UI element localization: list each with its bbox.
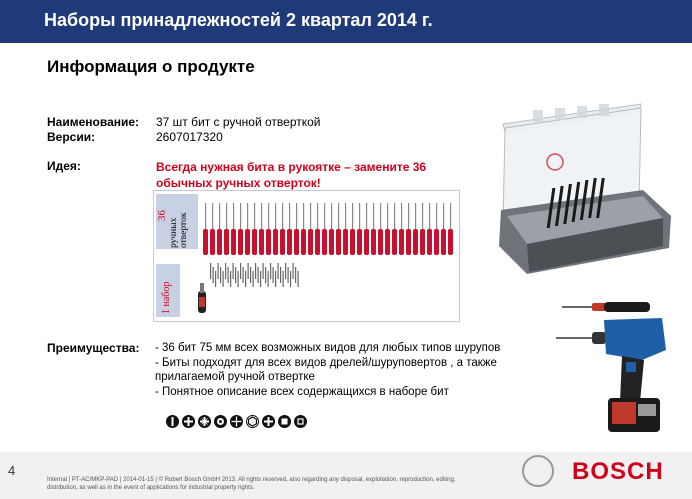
square-icon bbox=[278, 415, 291, 428]
version-value: 2607017320 bbox=[156, 130, 223, 144]
bit-set-image bbox=[194, 261, 304, 316]
bosch-armature-icon bbox=[522, 455, 554, 487]
benefit-item: - Биты подходят для всех видов дрелей/шуруповертов , а также прилагаемой ручной отвертке bbox=[155, 356, 497, 383]
idea-label: Идея: bbox=[47, 159, 81, 173]
benefit-item: - 36 бит 75 мм всех возможных видов для любых типов шурупов bbox=[155, 342, 501, 354]
hex-icon bbox=[246, 415, 259, 428]
bosch-logo: BOSCH bbox=[572, 458, 664, 485]
bit-type-icons bbox=[166, 415, 307, 428]
set-count-tag bbox=[156, 264, 180, 317]
drill-image bbox=[552, 290, 677, 450]
pozidriv-icon bbox=[198, 415, 211, 428]
section-title: Информация о продукте bbox=[47, 57, 255, 76]
bit-case-image bbox=[493, 98, 675, 280]
idea-value: Всегда нужная бита в рукоятке – замените 36 обычных ручных отверток! bbox=[156, 160, 427, 190]
slot-icon bbox=[166, 415, 179, 428]
slide-header bbox=[0, 0, 692, 43]
version-label: Версии: bbox=[47, 130, 96, 144]
phillips-icon bbox=[262, 415, 275, 428]
legal-notice: Internal | PT-AC/MKP-PAD | 2014-01-15 | © Robert Bosch GmbH 2013. All rights reserved, also regarding any disposal, exploitation, reproduction, editing, distribution, as well as in the event of applications for industrial property rights. bbox=[47, 477, 456, 491]
name-label: Наименование: bbox=[47, 115, 140, 129]
phillips-icon bbox=[182, 415, 195, 428]
name-value: 37 шт бит с ручной отверткой bbox=[156, 115, 321, 129]
square-icon bbox=[294, 415, 307, 428]
torx-icon bbox=[214, 415, 227, 428]
screwdriver-count-text: ручных отверток bbox=[169, 212, 189, 248]
page-number: 4 bbox=[8, 463, 16, 478]
set-count-text: 1 набор bbox=[161, 281, 172, 314]
benefits-list bbox=[155, 341, 515, 399]
benefits-label: Преимущества: bbox=[47, 341, 140, 355]
screwdrivers-image bbox=[200, 203, 455, 258]
screwdriver-count: 36 bbox=[156, 210, 168, 221]
cross-icon bbox=[230, 415, 243, 428]
screwdriver-count-tag bbox=[156, 194, 198, 249]
benefit-item: - Понятное описание всех содержащихся в наборе бит bbox=[155, 385, 449, 398]
slide-title: Наборы принадлежностей 2 квартал 2014 г. bbox=[44, 10, 433, 30]
comparison-panel bbox=[153, 190, 460, 322]
